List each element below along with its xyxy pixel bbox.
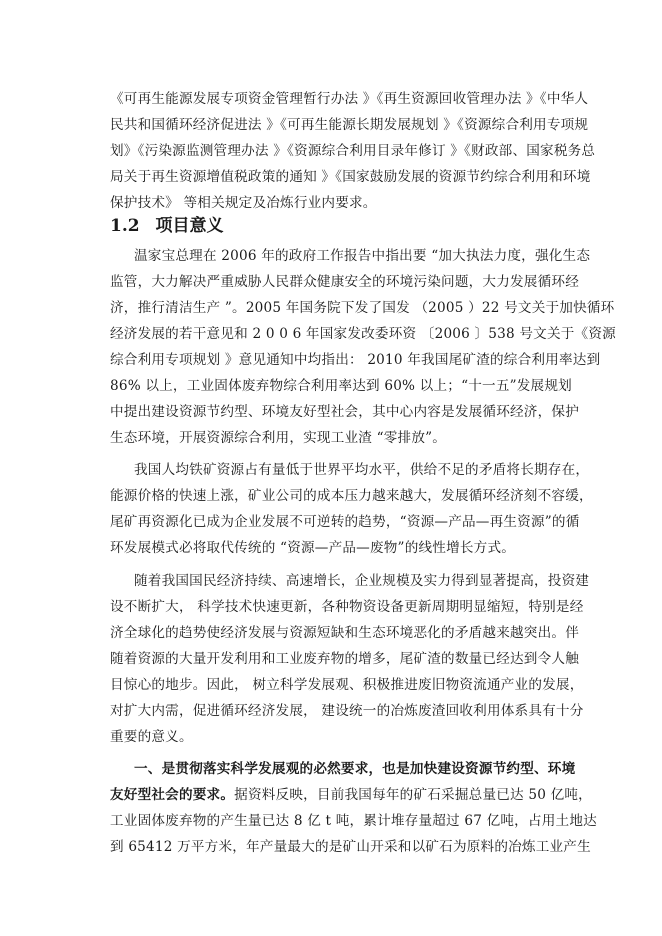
paragraph-line: 设不断扩大， 科学技术快速更新，各种物资设备更新周期明显缩短，特别是经 bbox=[110, 599, 584, 615]
intro-line: 保护技术》 等相关规定及冶炼行业内要求。 bbox=[110, 195, 377, 211]
paragraph-line bbox=[110, 785, 592, 805]
paragraph-line: 温家宝总理在 2006 年的政府工作报告中指出要 “加大执法力度，强化生态 bbox=[134, 248, 591, 264]
paragraph-line: 济，推行清洁生产 ”。2005 年国务院下发了国发 （2005 ）22 号文关于加快循环 bbox=[110, 300, 615, 316]
bold-lead: 一、是贯彻落实科学发展观的必然要求，也是加快建设资源节约型、环境 bbox=[134, 761, 576, 777]
paragraph-line: 经济发展的若干意见和 2 0 0 6 年国家发改委环资 〔2006 〕538 号文关于《资源 bbox=[110, 326, 616, 342]
paragraph-line: 工业固体废弃物的产生量已达 8 亿 t 吨，累计堆存量超过 67 亿吨，占用土地达 bbox=[110, 813, 597, 829]
intro-line: 划》《污染源监测管理办法 》《资源综合利用目录年修订 》《财政部、国家税务总 bbox=[110, 143, 596, 159]
paragraph-line: 综合利用专项规划 》意见通知中均指出： 2010 年我国尾矿渣的综合利用率达到 bbox=[110, 352, 601, 368]
paragraph-line: 中提出建设资源节约型、环境友好型社会，其中心内容是发展循环经济，保护 bbox=[110, 404, 579, 420]
paragraph-text: 据资料反映，目前我国每年的矿石采掘总量已达 50 亿吨， bbox=[234, 787, 592, 803]
paragraph-line: 到 65412 万平方米，年产量最大的是矿山开采和以矿石为原料的冶炼工业产生 bbox=[110, 839, 591, 855]
paragraph-line: 环发展模式必将取代传统的 “资源—产品—废物”的线性增长方式。 bbox=[110, 540, 516, 556]
section-heading bbox=[110, 214, 224, 238]
paragraph-line: 目惊心的地步。因此， 树立科学发展观、积极推进废旧物资流通产业的发展， bbox=[110, 677, 584, 693]
section-number: 1.2 bbox=[110, 216, 140, 236]
paragraph-line: 随着我国国民经济持续、高速增长，企业规模及实力得到显著提高，投资建 bbox=[134, 573, 590, 589]
paragraph-line: 86% 以上，工业固体废弃物综合利用率达到 60% 以上；“十一五”发展规划 bbox=[110, 378, 572, 394]
paragraph-line: 重要的意义。 bbox=[110, 729, 193, 745]
paragraph-line: 济全球化的趋势使经济发展与资源短缺和生态环境恶化的矛盾越来越突出。伴 bbox=[110, 625, 579, 641]
intro-line: 局关于再生资源增值税政策的通知 》《国家鼓励发展的资源节约综合利用和环境 bbox=[110, 169, 591, 185]
paragraph-line: 尾矿再资源化已成为企业发展不可逆转的趋势，“资源—产品—再生资源”的循 bbox=[110, 514, 580, 530]
intro-line: 民共和国循环经济促进法 》《可再生能源长期发展规划 》《资源综合利用专项规 bbox=[110, 117, 589, 133]
intro-line: 《可再生能源发展专项资金管理暂行办法 》《再生资源回收管理办法 》《中华人 bbox=[110, 91, 589, 107]
paragraph-line bbox=[134, 759, 575, 779]
paragraph-line: 生态环境，开展资源综合利用，实现工业渣 “零排放”。 bbox=[110, 430, 447, 446]
section-title: 项目意义 bbox=[155, 216, 224, 236]
paragraph-line: 监管，大力解决严重威胁人民群众健康安全的环境污染问题，大力发展循环经 bbox=[110, 274, 579, 290]
paragraph-line: 能源价格的快速上涨，矿业公司的成本压力越来越大，发展循环经济刻不容缓， bbox=[110, 488, 593, 504]
paragraph-line: 我国人均铁矿资源占有量低于世界平均水平，供给不足的矛盾将长期存在， bbox=[134, 462, 590, 478]
paragraph-line: 随着资源的大量开发利用和工业废弃物的增多，尾矿渣的数量已经达到令人触 bbox=[110, 651, 579, 667]
bold-lead: 友好型社会的要求。 bbox=[110, 787, 235, 803]
paragraph-line: 对扩大内需，促进循环经济发展， 建设统一的冶炼废渣回收利用体系具有十分 bbox=[110, 703, 584, 719]
